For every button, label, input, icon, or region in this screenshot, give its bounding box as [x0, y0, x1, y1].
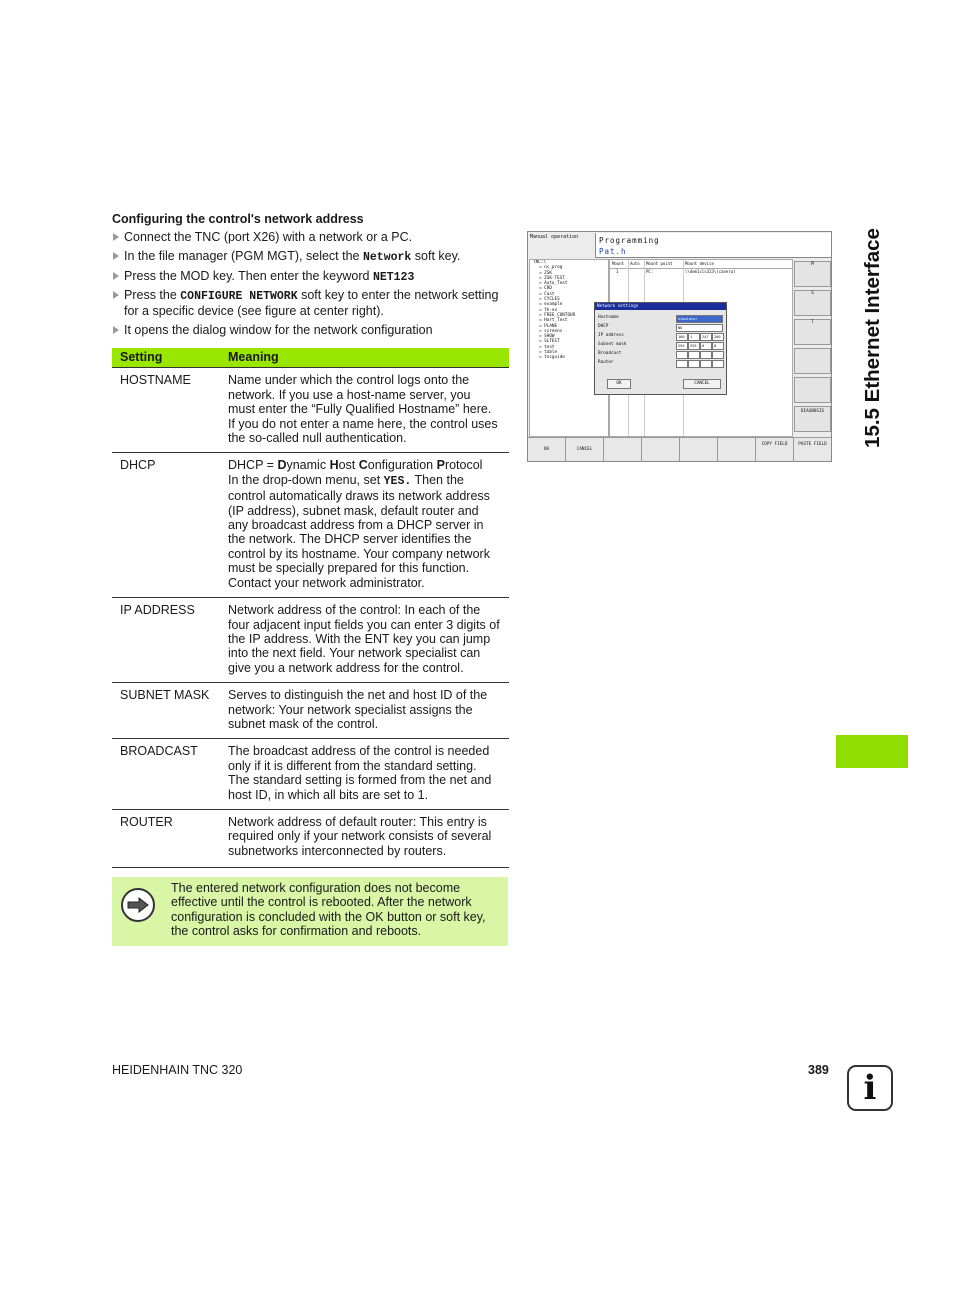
table-row — [112, 598, 509, 683]
mask-field-3[interactable]: 0 — [700, 342, 712, 350]
programming-header — [595, 233, 832, 258]
mask-field-1[interactable]: 255 — [676, 342, 688, 350]
tree-item[interactable]: ▫ CYCLES — [539, 297, 560, 303]
meaning-broadcast: The broadcast address of the control is needed only if it is different from the standard setting. The standard setting is formed from the net and host ID, in which all bits are set to 1. — [220, 739, 509, 810]
tree-item[interactable]: ▫ nc_prog — [539, 265, 563, 271]
bullet-triangle-icon — [113, 252, 119, 260]
step-keyword: CONFIGURE NETWORK — [180, 290, 298, 304]
table-row — [112, 809, 509, 867]
label-router: Router — [598, 360, 614, 365]
file-name: Pat.h — [599, 247, 627, 256]
bullet-triangle-icon — [113, 233, 119, 241]
header-meaning: Meaning — [220, 348, 509, 368]
dialog-title: Network settings — [595, 303, 726, 310]
ip-field-1[interactable]: 160 — [676, 333, 688, 341]
info-icon — [847, 1065, 893, 1111]
bullet-triangle-icon — [113, 291, 119, 299]
chapter-title-text: 15.5 Ethernet Interface — [861, 227, 884, 448]
chapter-side-title — [853, 210, 893, 465]
col-mount-device: Mount device — [685, 261, 714, 266]
router-field-2[interactable] — [688, 360, 700, 368]
setting-hostname: HOSTNAME — [112, 368, 220, 453]
dhcp-keyword: YES. — [383, 474, 412, 488]
col-mount: Mount — [612, 261, 625, 266]
setting-broadcast: BROADCAST — [112, 739, 220, 810]
router-field-1[interactable] — [676, 360, 688, 368]
section-heading: Configuring the control's network address — [112, 212, 364, 226]
table-row — [112, 453, 509, 598]
grid-columns — [610, 260, 792, 269]
chapter-tab-marker — [836, 735, 908, 768]
ip-field-4[interactable]: 200 — [712, 333, 724, 341]
softkey-blank-6[interactable] — [718, 437, 756, 461]
tree-item[interactable]: ▫ ZSK-TEST — [539, 275, 565, 281]
tree-item[interactable]: TNC:\ — [533, 260, 546, 265]
tree-item[interactable]: ▫ Hart_Test — [539, 318, 568, 324]
broadcast-field-4[interactable] — [712, 351, 724, 359]
tree-item[interactable]: ▫ SHOW — [539, 334, 555, 340]
tree-item[interactable]: ▫ FREE_CONTOUR — [539, 312, 576, 318]
label-mask: Subnet mask — [598, 342, 627, 347]
setting-ip-address: IP ADDRESS — [112, 598, 220, 683]
label-hostname: Hostname — [598, 315, 619, 320]
label-broadcast: Broadcast — [598, 351, 622, 356]
dialog-ok-button[interactable]: OK — [607, 379, 631, 389]
broadcast-field-3[interactable] — [700, 351, 712, 359]
tree-item[interactable]: ▫ test — [539, 344, 555, 350]
bullet-triangle-icon — [113, 326, 119, 334]
col-auto: Auto — [630, 261, 640, 266]
softkey-m[interactable]: M — [794, 261, 831, 287]
label-ip: IP address — [598, 333, 624, 338]
label-dhcp: DHCP — [598, 324, 609, 329]
footer-product: HEIDENHAIN TNC 320 — [112, 1063, 243, 1077]
info-glyph: i — [863, 1068, 877, 1108]
step-item: In the file manager (PGM MGT), select the Network soft key. — [112, 249, 512, 265]
broadcast-field-2[interactable] — [688, 351, 700, 359]
note-text: The entered network configuration does not become effective until the control is rebooted. After the network configuration is concluded with the OK button or soft key, the control asks for confirmation and reboots. — [171, 881, 486, 939]
step-keyword: NET123 — [372, 270, 415, 284]
meaning-ip-address: Network address of the control: In each of the four adjacent input fields you can enter 3 digits of the IP address. With the ENT key you can jump into the next field. Your network specialist can give you a network address for the control. — [220, 598, 509, 683]
softkey-t[interactable]: T — [794, 319, 831, 345]
tree-item[interactable]: ▫ SLTEST — [539, 339, 560, 345]
step-item: Connect the TNC (port X26) with a network or a PC. — [112, 230, 512, 245]
tree-item[interactable]: ▫ PLANE — [539, 323, 558, 329]
page-number: 389 — [808, 1063, 829, 1077]
softkey-blank-4[interactable] — [642, 437, 680, 461]
softkey-cancel[interactable]: CANCEL — [566, 437, 604, 461]
operating-mode: Manual operation — [530, 234, 579, 240]
dhcp-expansion: DHCP = Dynamic Host Configuration Protocol — [228, 458, 483, 473]
bullet-triangle-icon — [113, 272, 119, 280]
programming-label: Programming — [599, 236, 660, 245]
instruction-steps — [112, 230, 512, 342]
ip-field-3[interactable]: 247 — [700, 333, 712, 341]
tree-item[interactable]: ▫ tncguide — [539, 355, 565, 361]
meaning-hostname: Name under which the control logs onto the network. If you use a host-name server, you must enter the “Fully Qualified Hostname” here. If you do not enter a name here, the control uses the so-called null authentication. — [220, 368, 509, 453]
tree-item[interactable]: ▫ Auto_Test — [539, 281, 568, 287]
broadcast-field-1[interactable] — [676, 351, 688, 359]
softkey-copy-field[interactable]: COPY FIELD — [756, 437, 794, 461]
softkey-blank-3[interactable] — [604, 437, 642, 461]
table-row — [112, 683, 509, 739]
table-row — [112, 739, 509, 810]
softkey-blank-2[interactable] — [794, 377, 831, 403]
softkey-paste-field[interactable]: PASTE FIELD — [794, 437, 832, 461]
col-mount-point: Mount point — [646, 261, 673, 266]
softkey-blank-1[interactable] — [794, 348, 831, 374]
tree-item[interactable]: ▫ example — [539, 302, 563, 308]
mask-field-2[interactable]: 255 — [688, 342, 700, 350]
row-number: 1 — [616, 269, 619, 274]
meaning-router: Network address of default router: This entry is required only if your network consists of several subnetworks interconnected by routers. — [220, 809, 509, 867]
dhcp-text-pre: In the drop-down menu, set — [228, 472, 384, 487]
dhcp-select[interactable]: NO — [676, 324, 723, 332]
row-mount-device: \\dem1cls323\(canera) — [685, 269, 736, 274]
step-item: Press the MOD key. Then enter the keyword NET123 — [112, 269, 512, 285]
table-row — [112, 368, 509, 453]
header-setting: Setting — [112, 348, 220, 368]
hostname-field[interactable]: simulator — [676, 315, 723, 323]
settings-table — [112, 348, 509, 868]
tree-item[interactable]: ▫ CRD — [539, 286, 552, 292]
arrow-right-icon — [121, 888, 155, 922]
dialog-cancel-button[interactable]: CANCEL — [683, 379, 721, 389]
step-item: Press the CONFIGURE NETWORK soft key to enter the network setting for a specific device (see figure at center right). — [112, 288, 512, 319]
softkey-ok[interactable]: OK — [528, 437, 566, 461]
row-mount-point: PC: — [646, 269, 654, 274]
setting-subnet-mask: SUBNET MASK — [112, 683, 220, 739]
router-field-3[interactable] — [700, 360, 712, 368]
tree-item[interactable]: ▫ Cast — [539, 291, 555, 297]
tree-item[interactable]: ▫ table — [539, 350, 558, 356]
softkey-diagnosis[interactable]: DIAGNOSIS — [794, 406, 831, 432]
step-keyword: Network — [362, 250, 412, 264]
tree-item[interactable]: ▫ fk-ex — [539, 307, 558, 313]
dhcp-text-post: Then the control automatically draws its network address (IP address), subnet mask, default router and any broadcast address from a DHCP server in the network. The DHCP server identifies the control by its hostname. Your company network must be specially prepared for this function. Contact your network administrator. — [228, 472, 490, 590]
meaning-dhcp — [220, 453, 509, 598]
control-screenshot — [527, 231, 832, 462]
tree-item[interactable]: ▫ ZSK — [539, 270, 552, 276]
network-settings-dialog — [594, 302, 727, 395]
router-field-4[interactable] — [712, 360, 724, 368]
setting-router: ROUTER — [112, 809, 220, 867]
table-header-row — [112, 348, 509, 368]
setting-dhcp: DHCP — [112, 453, 220, 598]
ip-field-2[interactable]: 1 — [688, 333, 700, 341]
note-box — [112, 877, 508, 946]
tree-item[interactable]: ▫ screens — [539, 328, 563, 334]
grid-row — [610, 269, 792, 275]
mask-field-4[interactable]: 0 — [712, 342, 724, 350]
softkey-s[interactable]: S — [794, 290, 831, 316]
meaning-subnet-mask: Serves to distinguish the net and host ID of the network: Your network specialist assigns the subnet mask of the control. — [220, 683, 509, 739]
step-item: It opens the dialog window for the network configuration — [112, 323, 512, 338]
softkey-blank-5[interactable] — [680, 437, 718, 461]
